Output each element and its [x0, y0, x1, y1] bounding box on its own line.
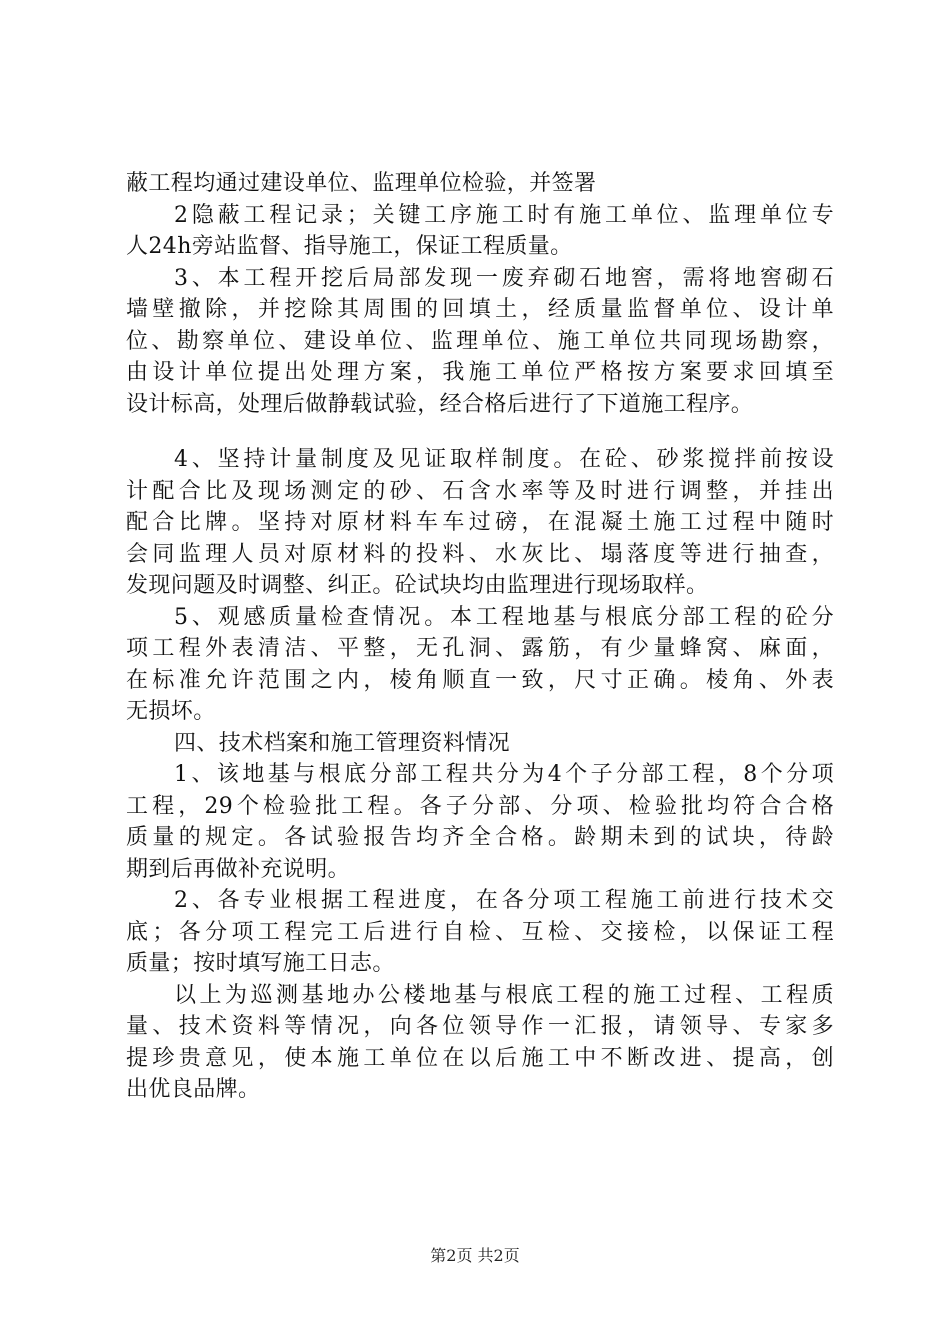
- text-line: 无损坏。: [126, 699, 216, 724]
- text-line: 1、该地基与根底分部工程共分为4个子分部工程，8个分项: [174, 762, 834, 787]
- paragraph-gap: [126, 420, 834, 444]
- section-heading: 四、技术档案和施工管理资料情况: [174, 730, 511, 756]
- text-line: 出优良品牌。: [126, 1077, 261, 1102]
- text-line: 位、勘察单位、建设单位、监理单位、施工单位共同现场勘察，: [126, 328, 834, 354]
- text-line: 设计标高，处理后做静载试验，经合格后进行了下道施工程序。: [126, 391, 754, 417]
- text-line: 底；各分项工程完工后进行自检、互检、交接检，以保证工程: [126, 919, 834, 945]
- text-line: 由设计单位提出处理方案，我施工单位严格按方案要求回填至: [126, 360, 834, 385]
- text-line: 提珍贵意见，使本施工单位在以后施工中不断改进、提高，创: [126, 1045, 834, 1071]
- text-line: 发现问题及时调整、纠正。砼试块均由监理进行现场取样。: [126, 573, 709, 598]
- text-line: 项工程外表清洁、平整，无孔洞、露筋，有少量蜂窝、麻面，: [126, 636, 834, 661]
- text-line: 人24h旁站监督、指导施工，保证工程质量。: [126, 234, 573, 259]
- text-line: 质量；按时填写施工日志。: [126, 951, 395, 976]
- text-line: 质量的规定。各试验报告均齐全合格。龄期未到的试块，待龄: [126, 825, 834, 850]
- text-line: 量、技术资料等情况，向各位领导作一汇报，请领导、专家多: [126, 1014, 834, 1039]
- text-line: 2、各专业根据工程进度，在各分项工程施工前进行技术交: [174, 888, 834, 913]
- text-line: 蔽工程均通过建设单位、监理单位检验，并签署: [126, 171, 597, 196]
- text-line: 2隐蔽工程记录；关键工序施工时有施工单位、监理单位专: [174, 202, 834, 228]
- text-line: 5、观感质量检查情况。本工程地基与根底分部工程的砼分: [174, 604, 834, 630]
- text-line: 以上为巡测基地办公楼地基与根底工程的施工过程、工程质: [174, 982, 834, 1008]
- text-line: 工程，29个检验批工程。各子分部、分项、检验批均符合合格: [126, 793, 834, 819]
- text-line: 配合比牌。坚持对原材料车车过磅，在混凝土施工过程中随时: [126, 510, 834, 535]
- page-number-footer: 第2页 共2页: [430, 1246, 520, 1265]
- text-line: 在标准允许范围之内，棱角顺直一致，尺寸正确。棱角、外表: [126, 667, 834, 693]
- text-line: 墙壁撤除，并挖除其周围的回填土，经质量监督单位、设计单: [126, 297, 834, 322]
- document-body: [126, 168, 834, 1106]
- text-line: 会同监理人员对原材料的投料、水灰比、塌落度等进行抽查，: [126, 541, 834, 567]
- text-line: 3、本工程开挖后局部发现一废弃砌石地窖，需将地窖砌石: [174, 265, 834, 291]
- text-line: 期到后再做补充说明。: [126, 856, 351, 882]
- text-line: 4、坚持计量制度及见证取样制度。在砼、砂浆搅拌前按设: [174, 447, 834, 472]
- text-line: 计配合比及现场测定的砂、石含水率等及时进行调整，并挂出: [126, 478, 834, 504]
